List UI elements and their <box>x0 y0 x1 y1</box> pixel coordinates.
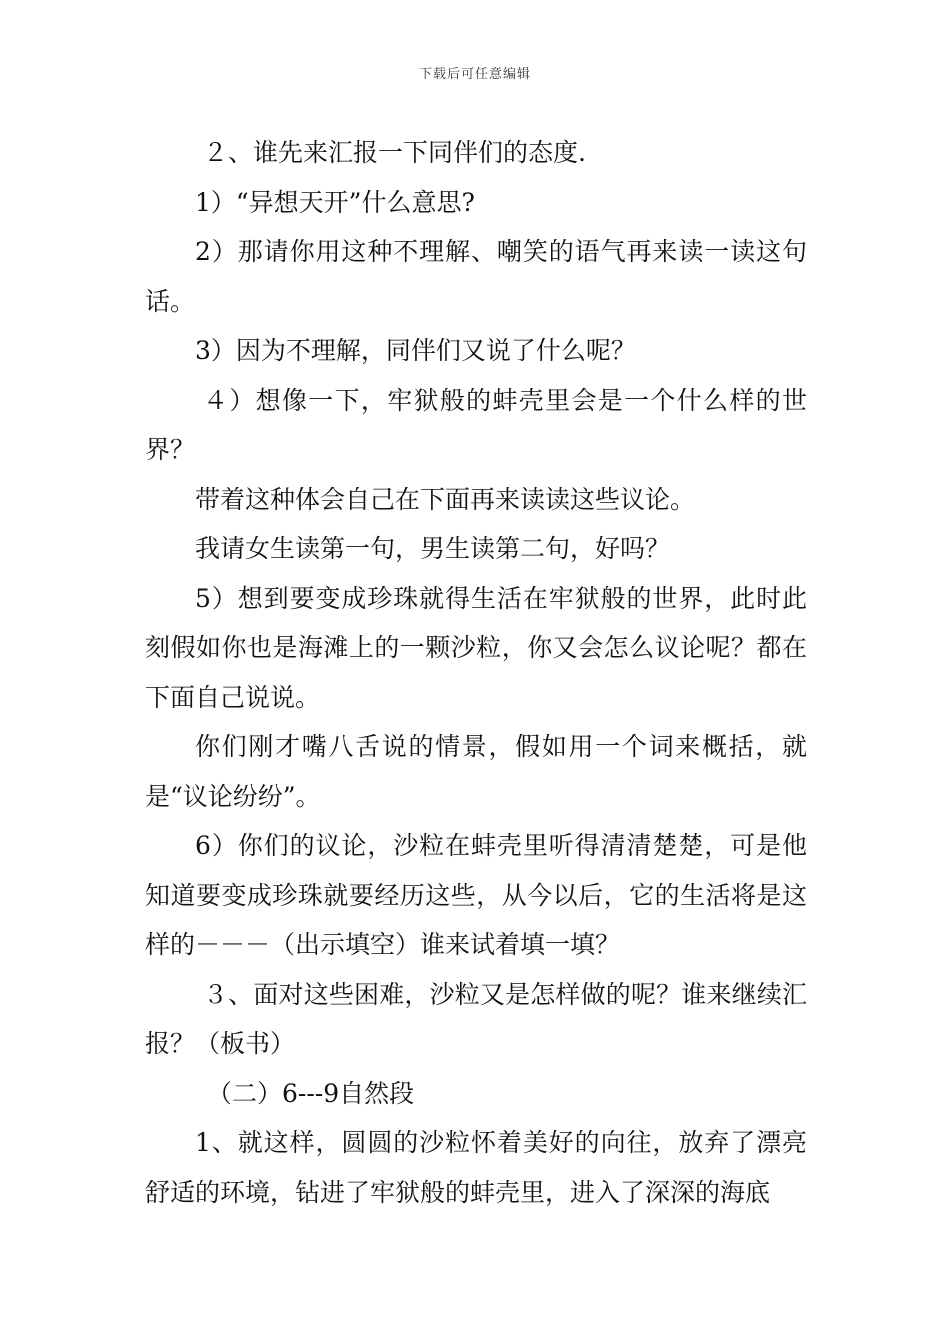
paragraph-read-again: 带着这种体会自己在下面再来读读这些议论。 <box>195 484 696 514</box>
paragraph-q4: ４）想像一下，牢狱般的蚌壳里会是一个什么样的世界？ <box>145 385 807 464</box>
section-heading-6-9: （二）6---9自然段 <box>207 1078 415 1108</box>
paragraph-q2: 2）那请你用这种不理解、嘲笑的语气再来读一读这句话。 <box>145 237 807 316</box>
paragraph-q6: 6）你们的议论，沙粒在蚌壳里听得清清楚楚，可是他知道要变成珍珠就要经历这些，从今以后，它的生活将是这样的－－－（出示填空）谁来试着填一填？ <box>145 831 807 959</box>
paragraph-summary-word: 你们刚才嘴八舌说的情景，假如用一个词来概括，就是“议论纷纷”。 <box>145 732 807 811</box>
paragraph-report-attitude: ２、谁先来汇报一下同伴们的态度. <box>203 138 586 167</box>
paragraph-q5: 5）想到要变成珍珠就得生活在牢狱般的世界，此时此刻假如你也是海滩上的一颗沙粒，你又会怎么议论呢？都在下面自己说说。 <box>145 583 807 712</box>
paragraph-girls-boys: 我请女生读第一句，男生读第二句，好吗？ <box>195 534 671 563</box>
paragraph-sand-journey: 1、就这样，圆圆的沙粒怀着美好的向往，放弃了漂亮舒适的环境，钻进了牢狱般的蚌壳里，进入了深深的海底 <box>145 1128 807 1207</box>
paragraph-q1: 1）“异想天开”什么意思? <box>195 187 475 217</box>
page-header: 下载后可任意编辑 <box>418 67 531 82</box>
paragraph-q3: 3）因为不理解，同伴们又说了什么呢？ <box>195 336 636 365</box>
paragraph-face-difficulties: ３、面对这些困难，沙粒又是怎样做的呢？谁来继续汇报？（板书） <box>145 979 807 1058</box>
document-body <box>145 128 807 1217</box>
